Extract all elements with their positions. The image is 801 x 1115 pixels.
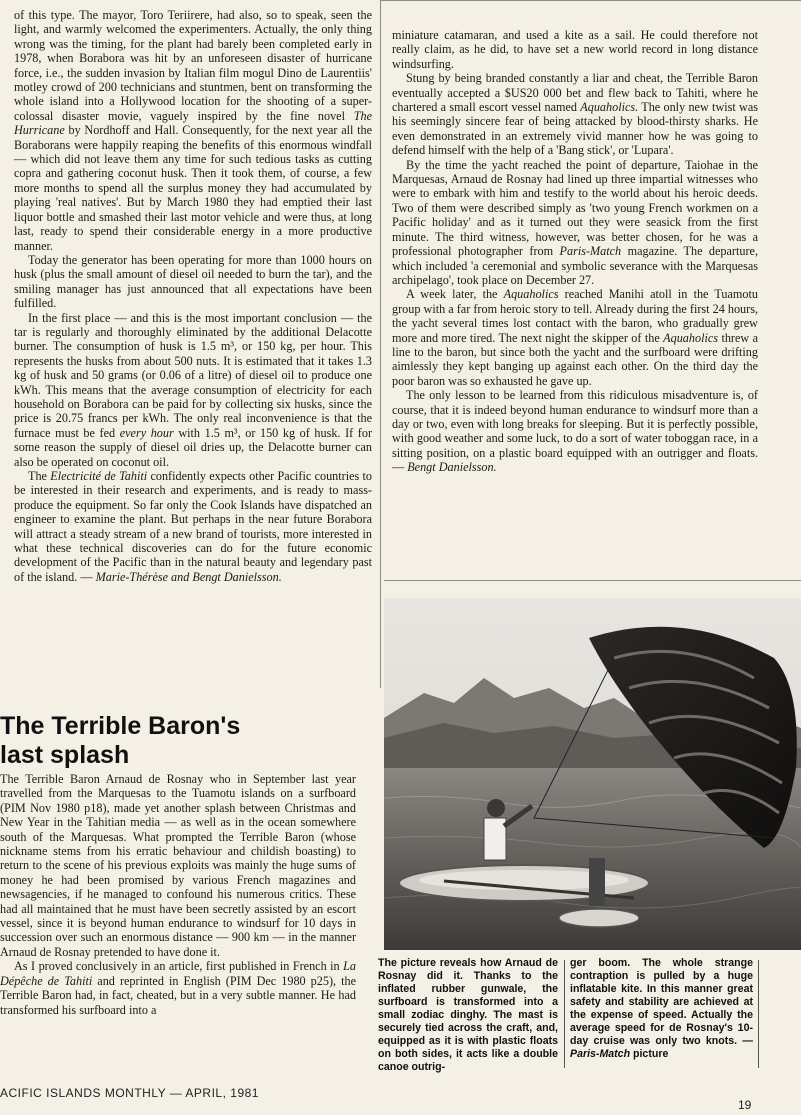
page-number: 19	[738, 1098, 752, 1112]
paragraph: The only lesson to be learned from this ridiculous misadventure is, of course, that it is indeed beyond human endurance to windsurf more than a day or two, even with long breaks for sleeping. But it is perfectly possible, with good weather and some luck, to do a sort of water toboggan race, in a sitting position, on a plastic board equipped with an outrigger and floats. — Bengt Danielsson.	[392, 388, 758, 475]
paragraph: As I proved conclusively in an article, first published in French in La Dépêche de Tahiti and reprinted in English (PIM Dec 1980 p25), the Terrible Baron had, in fact, cheated, but in a very subtle manner. He had transformed his surfboard into a	[0, 959, 357, 1017]
paragraph: miniature catamaran, and used a kite as a sail. He could therefore not really claim, as he did, to have set a new world record in long distance windsurfing.	[392, 28, 758, 71]
article-column-right-top	[392, 28, 758, 475]
article-headline	[0, 712, 360, 770]
photo-border-top	[384, 580, 801, 581]
paragraph: The Terrible Baron Arnaud de Rosnay who in September last year travelled from the Marquesas to the Tuamotu islands on a surfboard (PIM Nov 1980 p18), made yet another splash between Christmas and New Year in the Tahitian media — as well as in the ocean somewhere south of the Marquesas. What prompted the Terrible Baron (whose nickname stems from his erratic behaviour and childish boasting) to return to the scene of his previous exploits was mainly the huge sums of money he had been promised by various French magazines and newsagencies, if he managed to confound his numerous critics. These had all maintained that he must have been secretly assisted by an escort vessel, since it is beyond human endurance to windsurf for 10 days in succession over such an enormous distance — 900 km — in the manner Arnaud de Rosnay pretended to have done it.	[0, 772, 356, 959]
photo-illustration	[384, 598, 801, 950]
magazine-footer: ACIFIC ISLANDS MONTHLY — APRIL, 1981	[0, 1086, 259, 1100]
kite-surfboard-photo	[384, 598, 801, 950]
column-divider	[380, 0, 381, 688]
article-column-left-top	[14, 8, 372, 584]
paragraph: Today the generator has been operating for more than 1000 hours on husk (plus the small amount of diesel oil needed to burn the tar), and the smiling manager has just announced that all expectations have been fulfilled.	[14, 252, 372, 311]
photo-caption-column-2: ger boom. The whole strange contraption is pulled by a huge inflatable kite. In this manner great safety and stability are achieved at the expense of speed. Actually the average speed for de Rosnay's 10-day cruise was only two knots. — Paris-Match picture	[570, 957, 753, 1060]
photo-caption-column-1: The picture reveals how Arnaud de Rosnay did it. Thanks to the inflated rubber gunwale, the surfboard is transformed into a small zodiac dinghy. The mast is securely tied across the craft, and, equipped as it is with plastic floats on both sides, it acts like a double canoe outrig-	[378, 957, 558, 1073]
headline-line: The Terrible Baron's	[0, 712, 241, 740]
caption-border	[758, 960, 759, 1068]
paragraph: The Electricité de Tahiti confidently expects other Pacific countries to be interested in their research and experiments, and is ready to mass-produce the equipment. So far only the Cook Islands have dispatched an engineer to examine the plant. But perhaps in the near future Borabora will attract a steady stream of a new brand of tourists, more interested in what these technical discoveries can do for the future economic development of the Pacific than in the natural beauty and legendary past of the island. — Marie-Thérèse and Bengt Danielsson.	[14, 469, 373, 584]
headline-line: last splash	[0, 741, 130, 769]
paragraph: Stung by being branded constantly a liar and cheat, the Terrible Baron eventually accepted a $US20 000 bet and flew back to Tahiti, where he chartered a small escort vessel named Aquaholics. The only new twist was his seemingly sincere fear of being attacked by blood-thirsty sharks. He even demonstrated in an extremely vivid manner how he was going to defend himself with the help of a 'Bang stick', or 'Lupara'.	[392, 71, 759, 158]
paragraph: By the time the yacht reached the point of departure, Taiohae in the Marquesas, Arnaud de Rosnay had lined up three impartial witnesses who were to embark with him and testify to the world about his heroic deeds. Two of them were described simply as 'two young French workmen on a Pacific holiday' and as it turned out they were seasick from the first minute. The third witness, however, was better chosen, for he was a professional photographer from Paris-Match magazine. The departure, which included 'a ceremonial and symbolic severance with the Marquesas archipelago', took place on December 27.	[392, 157, 758, 287]
column-border-top	[380, 0, 801, 1]
article-column-left-bottom	[0, 772, 356, 1017]
paragraph: A week later, the Aquaholics reached Manihi atoll in the Tuamotu group with a far from heroic story to tell. Already during the first 24 hours, the yacht several times lost contact with the baron, who gradually grew more and more tired. The next night the skipper of the Aquaholics threw a line to the baron, but since both the yacht and the surfboard were drifting aimlessly they kept banging up against each other. On the third day the poor baron was so exhausted he gave up.	[392, 287, 759, 388]
paragraph: In the first place — and this is the most important conclusion — the tar is regularly and thoroughly eliminated by the additional Delacotte burner. The consumption of husk is 1.5 m³, or 150 kg, per hour. This represents the husks from about 500 nuts. It is estimated that it takes 1.3 kg of husk and 50 grams (or 0.06 of a litre) of diesel oil to produce one kWh. This means that the average consumption of electricity for each household on Borabora can be paid for by collecting six husks, since the price is 20.75 francs per kWh. The only real inconvenience is that the furnace must be fed every hour with 1.5 m³, or 150 kg of husk. If for some reason the supply of diesel oil dries up, the Delacotte burner can also be operated on coconut oil.	[14, 310, 373, 469]
paragraph: of this type. The mayor, Toro Teriirere, had also, so to speak, seen the light, and warmly welcomed the experimenters. Actually, the only thing wrong was the timing, for the plant had barely been completed early in 1978, when Borabora was hit by an unforeseen disaster of hurricane force, i.e., the sudden invasion by Italian film mogul Dino de Laurentiis' motley crowd of 200 technicians and stuntmen, bent on transforming the whole island into a Hollywood location for the shooting of a super-colossal disaster movie, vaguely inspired by the fine novel The Hurricane by Nordhoff and Hall. Consequently, for the next year all the Boraborans were happily reaping the benefits of this enormous windfall — which did not leave them any time for such tedious tasks as cutting copra and gathering coconut husk. Then it took them, of course, a few more months to spend all the surplus money they had accumulated by playing 'real natives'. But by March 1980 they had emptied their last liquor bottle and smashed their last motor vehicle and were thus, at long last, ready to spend their considerable energy in a more productive manner.	[14, 8, 373, 253]
caption-divider	[564, 960, 565, 1068]
